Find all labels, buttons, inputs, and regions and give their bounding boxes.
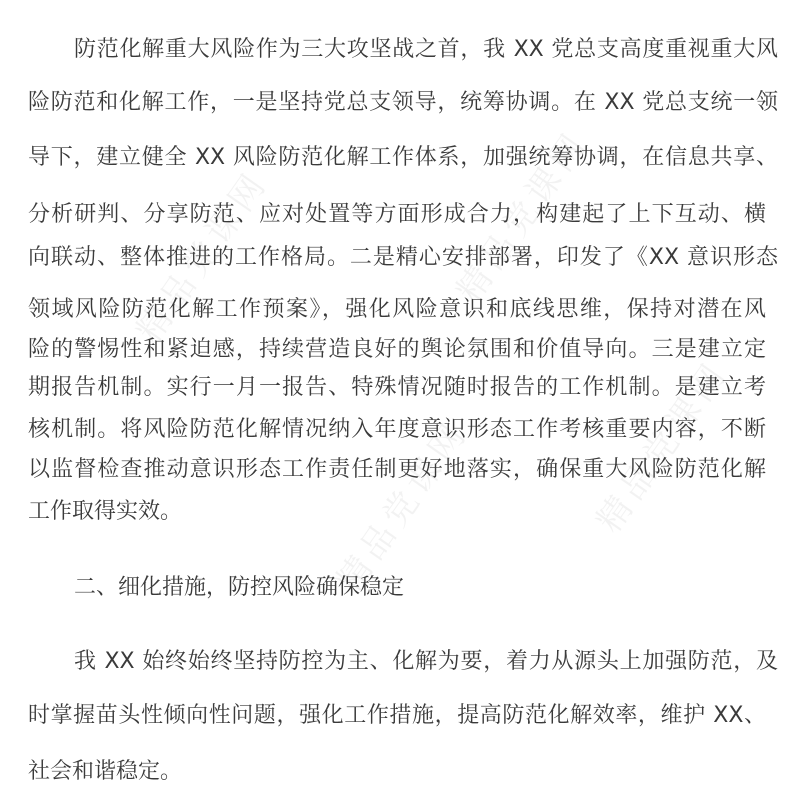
section-heading: 二、细化措施，防控风险确保稳定 <box>74 575 405 600</box>
watermark: 精品党课网 <box>329 413 477 600</box>
text-line: 期报告机制。实行一月一报告、特殊情况随时报告的工作机制。是建立考 <box>28 375 766 400</box>
text-line: 分析研判、分享防范、应对处置等方面形成合力，构建起了上下互动、横 <box>28 202 766 227</box>
text-line: 核机制。将风险防范化解情况纳入年度意识形态工作考核重要内容，不断 <box>28 417 766 442</box>
watermark: 精品党课网 <box>449 123 597 310</box>
watermark: 精品党课网 <box>589 353 737 540</box>
text-line: 向联动、整体推进的工作格局。二是精心安排部署，印发了《XX 意识形态 <box>28 245 778 270</box>
text-line: 领域风险防范化解工作预案》，强化风险意识和底线思维，保持对潜在风 <box>28 297 766 322</box>
text-line: 险的警惕性和紧迫感，持续营造良好的舆论氛围和价值导向。三是建立定 <box>28 337 766 362</box>
text-line: 工作取得实效。 <box>28 499 183 524</box>
text-line: 时掌握苗头性倾向性问题，强化工作措施，提高防范化解效率，维护 XX、 <box>28 703 766 728</box>
text-line: 险防范和化解工作，一是坚持党总支领导，统筹协调。在 XX 党总支统一领 <box>28 90 778 115</box>
text-line: 导下，建立健全 XX 风险防范化解工作体系，加强统筹协调，在信息共享、 <box>28 145 778 170</box>
watermark: 精品党课网 <box>129 163 277 350</box>
text-line: 我 XX 始终始终坚持防控为主、化解为要，着力从源头上加强防范，及 <box>74 649 778 674</box>
text-line: 以监督检查推动意识形态工作责任制更好地落实，确保重大风险防范化解 <box>28 457 766 482</box>
text-line: 社会和谐稳定。 <box>28 759 183 784</box>
text-line: 防范化解重大风险作为三大攻坚战之首，我 XX 党总支高度重视重大风 <box>74 37 778 62</box>
